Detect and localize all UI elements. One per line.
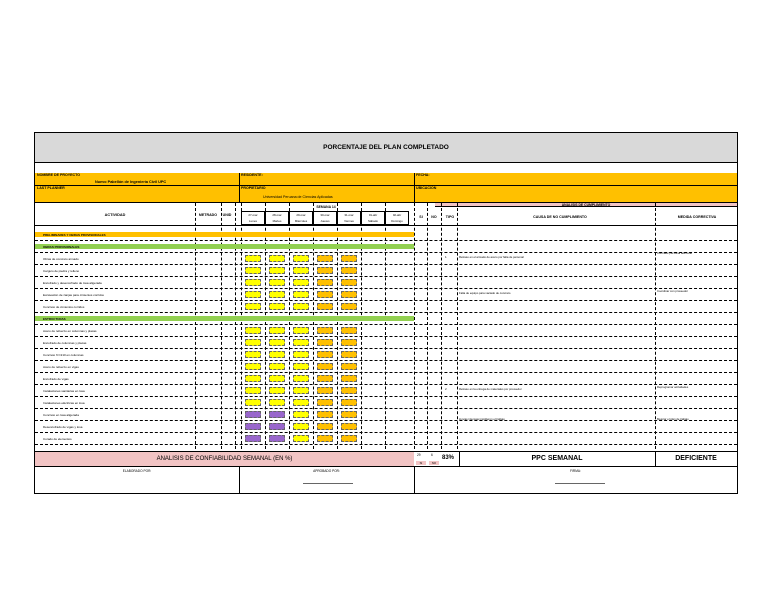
activity-name: Desencofrado de vigas y losa [43, 425, 83, 429]
schedule-cell [293, 255, 309, 262]
day-header [313, 211, 337, 225]
schedule-cell [293, 363, 309, 370]
schedule-cell [269, 411, 285, 418]
plan-sheet [34, 132, 738, 494]
metrado-header: METRADO [198, 213, 218, 217]
schedule-cell [293, 327, 309, 334]
schedule-cell [341, 351, 357, 358]
day-date: 02-abr [392, 213, 402, 217]
schedule-cell [317, 303, 333, 310]
si-header: SI [419, 215, 423, 219]
project-value: Nuevo Pabellón de Ingeniería Civil UPC [95, 180, 167, 184]
ppc-label: PPC SEMANAL [531, 455, 583, 462]
activity-name: Concreto de cimientos corridos [43, 305, 85, 309]
day-name: Miércoles [294, 219, 308, 223]
day-header [361, 211, 385, 225]
day-header [241, 211, 265, 225]
schedule-cell [269, 423, 285, 430]
header-vline-1 [239, 173, 240, 203]
schedule-cell [269, 399, 285, 406]
day-name: Martes [272, 219, 282, 223]
activity-name: Encofrado y desencofrado de losa aligerada [43, 281, 102, 285]
page-title: PORCENTAJE DEL PLAN COMPLETADO [35, 133, 737, 163]
activity-name: OBRAS PROVISIONALES [43, 245, 80, 249]
schedule-cell [317, 375, 333, 382]
schedule-cell [317, 411, 333, 418]
table-row [35, 397, 737, 409]
owner-value: Universidad Peruana de Ciencias Aplicadas [263, 195, 333, 199]
day-name: Domingo [391, 219, 403, 223]
schedule-cell [341, 363, 357, 370]
schedule-cell [269, 255, 285, 262]
cause-text: Retraso en la entrega de materiales por proveedor [459, 387, 522, 391]
activity-header: ACTIVIDAD [104, 213, 126, 217]
date-label: FECHA: [416, 173, 430, 177]
day-date: 01-abr [368, 213, 378, 217]
schedule-cell [317, 279, 333, 286]
activity-name: Excavación de zanjas para cimientos corridos [43, 293, 104, 297]
schedule-cell [245, 411, 261, 418]
schedule-cell [317, 387, 333, 394]
week-header: SEMANA 14 [316, 205, 336, 209]
unit-header: UNID [222, 213, 232, 217]
activity-name: Instalaciones eléctricas en losa [43, 401, 85, 405]
cause-text: Retraso en el armado de acero por falta de personal [459, 255, 524, 259]
day-header [337, 211, 361, 225]
activity-name: Carguío de piedra y relleno [43, 269, 80, 273]
cause-text: Falta de equipo para vaciado de concreto [459, 291, 511, 295]
aprobado-label: APROBADO POR: [313, 469, 340, 473]
schedule-cell [245, 267, 261, 274]
day-date: 29-mar [296, 213, 306, 217]
schedule-cell [269, 339, 285, 346]
section-band [35, 316, 414, 321]
activity-name: Instalaciones sanitarias en losa [43, 389, 85, 393]
day-header [265, 211, 289, 225]
day-name: Viernes [344, 219, 354, 223]
table-row [35, 241, 737, 253]
location-label: UBICACION [416, 186, 437, 190]
schedule-cell [293, 387, 309, 394]
table-row [35, 337, 737, 349]
schedule-cell [317, 351, 333, 358]
day-date: 30-mar [320, 213, 330, 217]
schedule-cell [293, 291, 309, 298]
schedule-cell [317, 267, 333, 274]
header-band [35, 173, 737, 203]
schedule-cell [269, 291, 285, 298]
schedule-cell [269, 351, 285, 358]
schedule-cell [341, 399, 357, 406]
activity-name: ESTRUCTURAS [43, 317, 66, 321]
result-label: DEFICIENTE [675, 455, 717, 462]
medida-header: MEDIDA CORRECTIVA [677, 215, 717, 219]
table-row [35, 313, 737, 325]
table-row [35, 277, 737, 289]
si-cell: SI [416, 461, 426, 465]
project-label: NOMBRE DE PROYECTO [37, 173, 81, 177]
schedule-cell [341, 387, 357, 394]
schedule-cell [269, 327, 285, 334]
schedule-cell [245, 375, 261, 382]
no-count: 6 [431, 453, 433, 457]
measure-text: Coordinar con proveedor [657, 289, 688, 293]
schedule-cell [269, 267, 285, 274]
aprobado-line [303, 483, 353, 484]
schedule-cell [245, 327, 261, 334]
elaborado-label: ELABORADO POR: [122, 469, 152, 473]
schedule-cell [293, 399, 309, 406]
schedule-cell [269, 303, 285, 310]
firma-label: FIRMA: [570, 469, 581, 473]
resident-label: RESIDENTE: [241, 173, 263, 177]
schedule-cell [269, 363, 285, 370]
cause-type: 1 [445, 255, 447, 259]
schedule-cell [293, 267, 309, 274]
schedule-cell [317, 363, 333, 370]
schedule-cell [245, 363, 261, 370]
schedule-cell [317, 423, 333, 430]
schedule-cell [341, 423, 357, 430]
schedule-cell [293, 351, 309, 358]
planner-label: LAST PLANNER [37, 186, 65, 190]
table-row [35, 421, 737, 433]
schedule-cell [293, 375, 309, 382]
activity-rows [35, 229, 737, 449]
schedule-cell [341, 339, 357, 346]
activity-name: Acero de refuerzo en vigas [43, 365, 79, 369]
schedule-cell [317, 435, 333, 442]
cause-type: 2 [445, 387, 447, 391]
table-row [35, 373, 737, 385]
table-row [35, 325, 737, 337]
schedule-cell [245, 399, 261, 406]
day-date: 28-mar [272, 213, 282, 217]
schedule-cell [245, 291, 261, 298]
day-header [385, 211, 409, 225]
day-date: 27-mar [248, 213, 258, 217]
activity-name: Concreto en losa aligerada [43, 413, 79, 417]
ppc-percent: 83% [442, 455, 455, 461]
activity-name: Encofrado de columnas y placas [43, 341, 87, 345]
si-count: 29 [417, 453, 421, 457]
table-row [35, 361, 737, 373]
activity-name: Concreto f'c=210 en columnas [43, 353, 84, 357]
measure-text: Mejorar el plan de trabajo [657, 417, 689, 421]
schedule-cell [269, 387, 285, 394]
measure-text: Contratar personal adicional [657, 251, 692, 255]
schedule-cell [341, 375, 357, 382]
table-row [35, 349, 737, 361]
schedule-cell [245, 339, 261, 346]
day-header [289, 211, 313, 225]
header-divider [35, 185, 737, 186]
schedule-cell [245, 279, 261, 286]
causa-header: CAUSA DE NO CUMPLIMIENTO [533, 215, 587, 219]
schedule-cell [341, 435, 357, 442]
schedule-cell [341, 267, 357, 274]
schedule-cell [341, 279, 357, 286]
schedule-cell [317, 399, 333, 406]
schedule-cell [269, 375, 285, 382]
no-cell: NO [429, 461, 439, 465]
table-row [35, 301, 737, 313]
schedule-cell [317, 291, 333, 298]
schedule-cell [293, 411, 309, 418]
measure-text: Reprogramar actividades [657, 385, 689, 389]
schedule-cell [245, 303, 261, 310]
schedule-cell [293, 339, 309, 346]
schedule-cell [341, 303, 357, 310]
firma-line [555, 483, 605, 484]
analysis-header: ANALISIS DE CUMPLIMIENTO [435, 203, 737, 207]
schedule-cell [341, 255, 357, 262]
schedule-cell [293, 423, 309, 430]
schedule-cell [293, 279, 309, 286]
no-header: NO [431, 215, 437, 219]
day-name: Jueves [320, 219, 330, 223]
table-row [35, 265, 737, 277]
schedule-cell [269, 435, 285, 442]
schedule-cell [245, 435, 261, 442]
table-row [35, 229, 737, 241]
schedule-cell [293, 303, 309, 310]
schedule-cell [317, 327, 333, 334]
schedule-cell [341, 291, 357, 298]
activity-name: PRELIMINARES Y OBRAS PROVISIONALES [43, 233, 106, 237]
schedule-cell [245, 387, 261, 394]
tipo-header: TIPO [445, 215, 455, 219]
activity-name: Obras de concreto armado [43, 257, 79, 261]
activity-name: Acero de refuerzo en columnas y placas [43, 329, 97, 333]
activity-name: Encofrado de vigas [43, 377, 69, 381]
schedule-cell [245, 255, 261, 262]
section-band [35, 244, 414, 249]
owner-label: PROPIETARIO [241, 186, 266, 190]
day-date: 31-mar [344, 213, 354, 217]
schedule-cell [317, 339, 333, 346]
cause-text: Lluvias intensas impidieron el trabajo [459, 417, 505, 421]
activity-name: Curado de elementos [43, 437, 72, 441]
schedule-cell [341, 327, 357, 334]
table-row [35, 433, 737, 445]
schedule-cell [245, 351, 261, 358]
schedule-cell [317, 255, 333, 262]
day-name: Lunes [249, 219, 257, 223]
header-bottom-line [35, 225, 737, 226]
schedule-cell [245, 423, 261, 430]
reliability-label: ANALISIS DE CONFIABILIDAD SEMANAL (EN %) [35, 451, 414, 467]
schedule-cell [293, 435, 309, 442]
schedule-cell [269, 279, 285, 286]
schedule-cell [341, 411, 357, 418]
header-vline-2 [414, 173, 415, 203]
day-name: Sábado [368, 219, 378, 223]
